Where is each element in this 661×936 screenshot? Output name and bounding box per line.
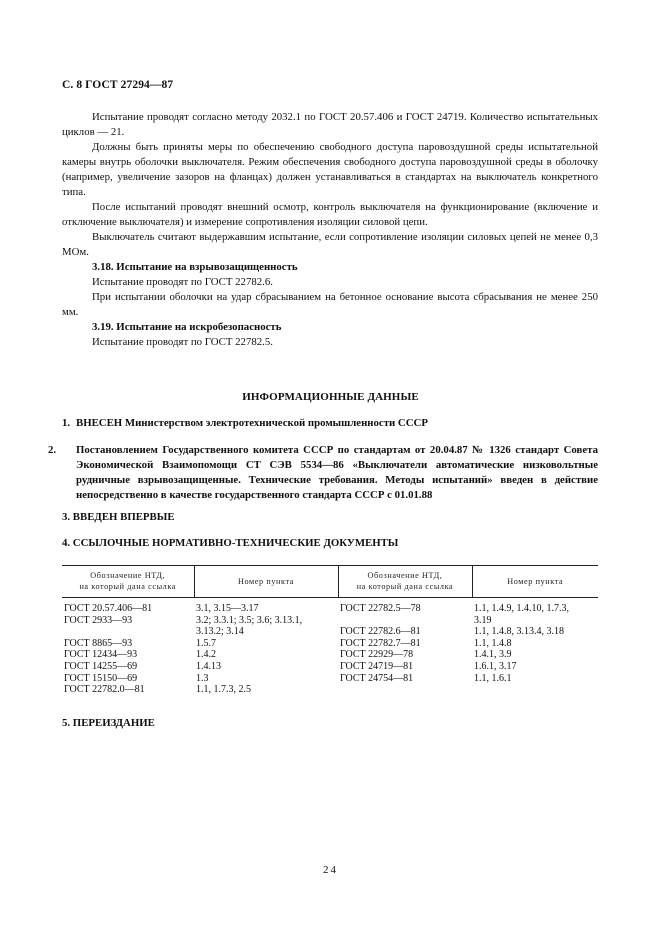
info-data-title: ИНФОРМАЦИОННЫЕ ДАННЫЕ — [242, 391, 419, 403]
doc-ref: ГОСТ 22782.0—81 — [64, 684, 145, 696]
doc-ref — [340, 615, 470, 627]
point-ref: 1.1, 1.4.8 — [474, 637, 512, 649]
point-ref: 1.3 — [196, 672, 209, 684]
item-number: 1. — [62, 417, 71, 429]
doc-ref: ГОСТ 8865—93 — [64, 637, 133, 649]
info-item-1 — [62, 416, 598, 431]
point-ref: 1.1, 1.4.9, 1.4.10, 1.7.3, — [474, 603, 569, 614]
left-points-column — [194, 598, 338, 696]
body-paragraph: Испытание проводят согласно методу 2032.1 по ГОСТ 20.57.406 и ГОСТ 24719. Количество испытательных циклов — 21. — [62, 111, 598, 138]
point-ref: 3.2; 3.3.1; 3.5; 3.6; 3.13.1, — [196, 614, 303, 626]
table-header-row — [62, 566, 598, 598]
item-number: 2. — [48, 444, 57, 456]
doc-ref: ГОСТ 14255—69 — [64, 660, 138, 672]
doc-ref: ГОСТ 22782.5—78 — [340, 603, 421, 614]
point-ref: 3.1, 3.15—3.17 — [196, 603, 259, 614]
column-header: Обозначение НТД, на который дана ссылка — [62, 566, 194, 598]
point-ref: 1.4.2 — [196, 649, 216, 661]
info-item-3: 3. ВВЕДЕН ВПЕРВЫЕ — [62, 511, 175, 523]
table-row — [62, 598, 598, 696]
right-doc-column — [338, 598, 472, 696]
column-header: Номер пункта — [194, 566, 338, 598]
body-paragraph: При испытании оболочки на удар сбрасыванием на бетонное основание высота сбрасывания не менее 250 мм. — [62, 291, 598, 318]
page-header: С. 8 ГОСТ 27294—87 — [62, 79, 174, 91]
point-ref: 1.6.1, 3.17 — [474, 660, 517, 672]
point-ref: 3.19 — [474, 614, 492, 626]
info-item-5: 5. ПЕРЕИЗДАНИЕ — [62, 717, 155, 729]
body-paragraph: Испытание проводят по ГОСТ 22782.6. — [92, 276, 273, 288]
item-text: ВНЕСЕН Министерством электротехнической промышленности СССР — [76, 417, 428, 429]
doc-ref — [64, 626, 192, 638]
doc-ref: ГОСТ 24754—81 — [340, 672, 414, 684]
point-ref: 1.4.1, 3.9 — [474, 649, 512, 661]
point-ref: 1.4.13 — [196, 660, 221, 672]
doc-ref: ГОСТ 2933—93 — [64, 614, 133, 626]
body-paragraph: Выключатель считают выдержавшим испытание, если сопротивление изоляции силовых цепей не менее 0,3 МОм. — [62, 231, 598, 258]
section-heading-3-19: 3.19. Испытание на искробезопасность — [92, 321, 282, 333]
doc-ref: ГОСТ 22782.7—81 — [340, 637, 421, 649]
doc-ref: ГОСТ 12434—93 — [64, 649, 138, 661]
info-item-2 — [48, 443, 598, 503]
item-text: Постановлением Государственного комитета СССР по стандартам от 20.04.87 № 1326 стандарт Совета Экономической Взаимопомощи СТ СЭВ 5534—86 «Выключатели автоматические низковольтные рудничные взрывозащищенные. Технические требования. Методы испытаний» введен в действие непосредственно в качестве государственного стандарта СССР с 01.01.88 — [76, 444, 598, 501]
point-ref: 1.1, 1.6.1 — [474, 672, 512, 684]
point-ref: 3.13.2; 3.14 — [196, 626, 244, 638]
column-header: Номер пункта — [472, 566, 598, 598]
section-heading-3-18: 3.18. Испытание на взрывозащищенность — [92, 261, 298, 273]
doc-ref: ГОСТ 20.57.406—81 — [64, 603, 153, 614]
body-paragraph: Испытание проводят по ГОСТ 22782.5. — [92, 336, 273, 348]
column-header: Обозначение НТД, на который дана ссылка — [338, 566, 472, 598]
info-item-4: 4. ССЫЛОЧНЫЕ НОРМАТИВНО-ТЕХНИЧЕСКИЕ ДОКУМЕНТЫ — [62, 537, 399, 549]
page-number: 24 — [323, 864, 338, 876]
point-ref: 1.1, 1.4.8, 3.13.4, 3.18 — [474, 626, 564, 638]
reference-documents-table — [62, 565, 598, 696]
point-ref: 1.1, 1.7.3, 2.5 — [196, 684, 251, 696]
section-3-17-text — [62, 110, 598, 350]
doc-ref: ГОСТ 22782.6—81 — [340, 626, 421, 638]
point-ref: 1.5.7 — [196, 637, 216, 649]
body-paragraph: После испытаний проводят внешний осмотр, контроль выключателя на функционирование (включение и отключение выключателя) и измерение сопротивления изоляции силовой цепи. — [62, 201, 598, 228]
left-doc-column — [62, 598, 194, 696]
right-points-column — [472, 598, 598, 696]
doc-ref: ГОСТ 15150—69 — [64, 672, 138, 684]
doc-ref: ГОСТ 22929—78 — [340, 649, 414, 661]
body-paragraph: Должны быть приняты меры по обеспечению свободного доступа паровоздушной среды испытательной камеры внутрь оболочки выключателя. Режим обеспечения свободного доступа паровоздушной среды в оболочку (например, увеличение зазоров на фланцах) должен устанавливаться в стандартах на выключатель конкретного типа. — [62, 141, 598, 198]
doc-ref: ГОСТ 24719—81 — [340, 660, 414, 672]
